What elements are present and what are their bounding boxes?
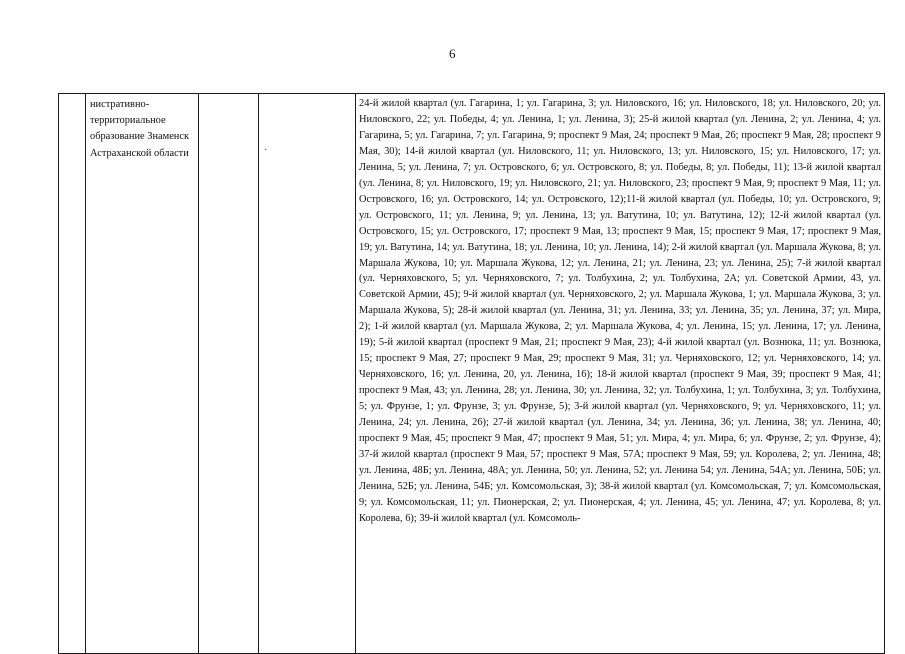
address-list-text: 24-й жилой квартал (ул. Гагарина, 1; ул. Гагарина, 3; ул. Ниловского, 16; ул. Ниловского, 18; ул. Ниловского, 20; ул. Ниловского, 22; ул. Победы, 4; ул. Ленина, 1; ул. Ленина, 3); 25-й жилой квартал (ул. Ленина, 2; ул. Ленина, 4; ул. Гагарина, 5; ул. Гагарина, 7; ул. Гагарина, 9; проспект 9 Мая, 24; проспект 9 Мая, 26; проспект 9 Мая, 28; проспект 9 Мая, 30); 14-й жилой квартал (ул. Ниловского, 11; ул. Ниловского, 13; ул. Ниловского, 15; ул. Ниловского, 17; ул. Ленина, 5; ул. Ленина, 7; ул. Островского, 6; ул. Островского, 8; ул. Победы, 8; ул. Победы, 11); 13-й жилой квартал (ул. Ленина, 8; ул. Ниловского, 19; ул. Ниловского, 21; ул. Ниловского, 23; проспект 9 Мая, 9; проспект 9 Мая, 11; ул. Островского, 16; ул. Островского, 14; ул. Островского, 12);11-й жилой квартал (ул. Победы, 10; ул. Островского, 9; ул. Островского, 11; ул. Ленина, 9; ул. Ленина, 13; ул. Ватутина, 10; ул. Ватутина, 12); 12-й жилой квартал (ул. Островского, 15; ул. Островского, 17; проспект 9 Мая, 13; проспект 9 Мая, 15; проспект 9 Мая, 17; проспект 9 Мая, 19; ул. Ватутина, 14; ул. Ватутина, 18; ул. Ленина, 10; ул. Ленина, 14); 2-й жилой квартал (ул. Маршала Жукова, 8; ул. Маршала Жукова, 10; ул. Маршала Жукова, 12; ул. Ленина, 21; ул. Ленина, 23; ул. Ленина, 25); 7-й жилой квартал (ул. Черняховского, 5; ул. Черняховского, 7; ул. Толбухина, 2; ул. Толбухина, 2А; ул. Советской Армии, 43, ул. Советской Армии, 45); 9-й жилой квартал (ул. Черняховского, 2; ул. Маршала Жукова, 1; ул. Маршала Жукова, 3; ул. Маршала Жукова, 5); 28-й жилой квартал (ул. Ленина, 31; ул. Ленина, 33; ул. Ленина, 35; ул. Ленина, 37; ул. Мира, 2); 1-й жилой квартал (ул. Маршала Жукова, 2; ул. Маршала Жукова, 4; ул. Ленина, 15; ул. Ленина, 17; ул. Ленина, 19); 5-й жилой квартал (проспект 9 Мая, 21; проспект 9 Мая, 23); 4-й жилой квартал (ул. Вознюка, 11; ул. Вознюка, 15; проспект 9 Мая, 27; проспект 9 Мая, 29; проспект 9 Мая, 31; ул. Черняховского, 12; ул. Черняховского, 14; ул. Черняховского, 16; ул. Ленина, 20, ул. Ленина, 16); 18-й жилой квартал (проспект 9 Мая, 39; проспект 9 Мая, 41; проспект 9 Мая, 43; ул. Ленина, 28; ул. Ленина, 30; ул. Ленина, 32; ул. Толбухина, 1; ул. Толбухина, 3; ул. Толбухина, 5; ул. Фрунзе, 1; ул. Фрунзе, 3; ул. Фрунзе, 5); 3-й жилой квартал (ул. Черняховского, 9; ул. Черняховского, 11; ул. Ленина, 24; ул. Ленина, 26); 27-й жилой квартал (ул. Ленина, 34; ул. Ленина, 36; ул. Ленина, 38; ул. Ленина, 40; проспект 9 Мая, 45; проспект 9 Мая, 47; проспект 9 Мая, 51; ул. Мира, 4; ул. Мира, 6; ул. Фрунзе, 2; ул. Фрунзе, 4); 37-й жилой квартал (проспект 9 Мая, 57; проспект 9 Мая, 57А; проспект 9 Мая, 59; ул. Королева, 2; ул. Ленина, 48; ул. Ленина, 48Б; ул. Ленина, 48А; ул. Ленина, 50; ул. Ленина, 52; ул. Ленина 54; ул. Ленина, 54А; ул. Ленина, 50Б; ул. Ленина, 52Б; ул. Ленина, 54Б; ул. Комсомольская, 3); 38-й жилой квартал (ул. Комсомольская, 7; ул. Комсомольская, 9; ул. Комсомольская, 11; ул. Пионерская, 2; ул. Пионерская, 4; ул. Ленина, 45; ул. Ленина, 47; ул. Королева, 8; ул. Королева, 6); 39-й жилой квартал (ул. Комсомоль- xyxy=(359,98,881,524)
territory-name-text: нистративно-территориальное образование Знаменск Астраханской области xyxy=(90,99,190,159)
territory-name-cell xyxy=(86,94,199,654)
scan-mark: · xyxy=(264,145,268,156)
table-row xyxy=(59,94,885,654)
address-list-cell xyxy=(356,94,885,654)
blank-cell-2 xyxy=(259,94,356,654)
blank-cell-1 xyxy=(199,94,259,654)
page-number: 6 xyxy=(449,46,456,61)
document-table xyxy=(58,93,885,654)
row-number-cell xyxy=(59,94,86,654)
